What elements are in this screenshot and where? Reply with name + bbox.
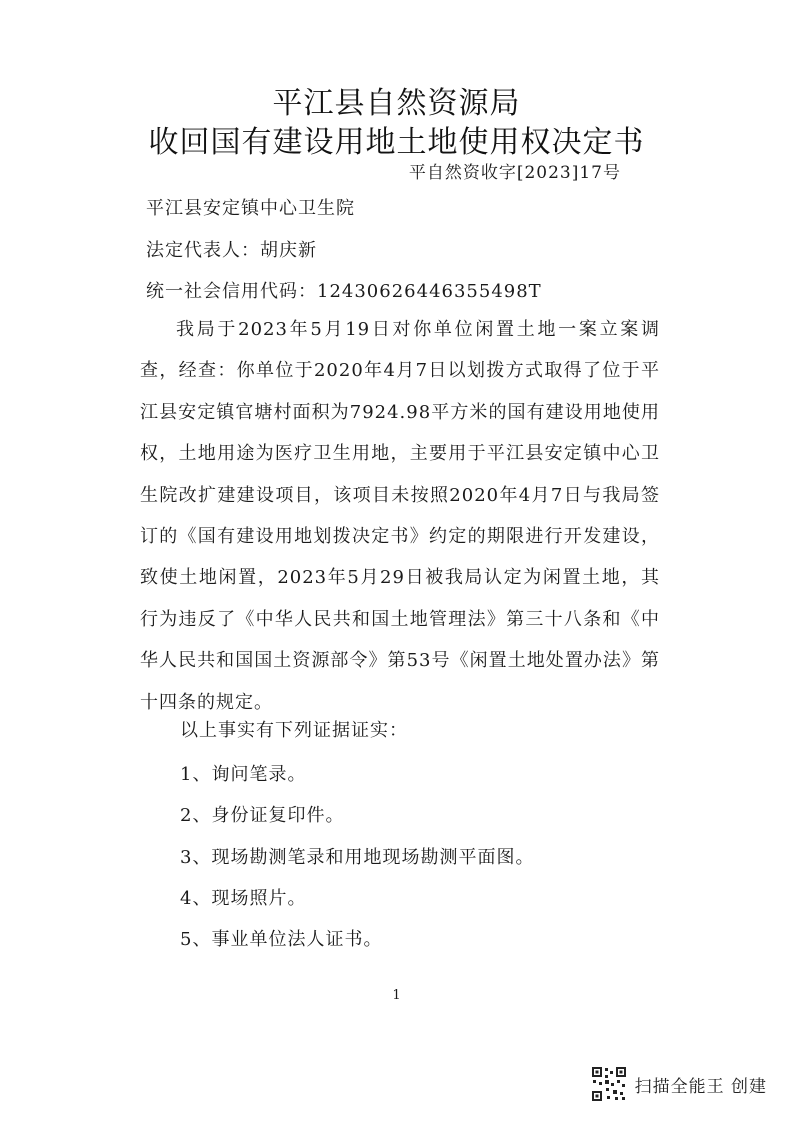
watermark-text: 扫描全能王 创建	[634, 1076, 767, 1097]
recipient-name: 平江县安定镇中心卫生院	[146, 198, 355, 219]
qr-code-icon	[591, 1066, 627, 1102]
issuer-title: 平江县自然资源局	[272, 86, 521, 121]
legal-representative: 法定代表人：胡庆新	[146, 240, 317, 261]
body-text	[140, 309, 660, 723]
document-title: 收回国有建设用地土地使用权决定书	[148, 125, 645, 160]
document-number: 平自然资收字[2023]17号	[408, 163, 621, 183]
scanner-watermark	[591, 1066, 767, 1102]
body-paragraph: 我局于2023年5月19日对你单位闲置土地一案立案调查，经查：你单位于2020年4月7日以划拨方式取得了位于平江县安定镇官塘村面积为7924.98平方米的国有建设用地使用权，土地用途为医疗卫生用地，主要用于平江县安定镇中心卫生院改扩建建设项目，该项目未按照2020年4月7日与我局签订的《国有建设用地划拨决定书》约定的期限进行开发建设，致使土地闲置，2023年5月29日被我局认定为闲置土地，其行为违反了《中华人民共和国土地管理法》第三十八条和《中华人民共和国国土资源部令》第53号《闲置土地处置办法》第十四条的规定。	[140, 319, 660, 713]
evidence-item: 1、询问笔录。	[180, 764, 307, 785]
credit-code: 统一社会信用代码：12430626446355498T	[146, 281, 542, 302]
evidence-item: 5、事业单位法人证书。	[180, 929, 383, 950]
evidence-item: 4、现场照片。	[180, 888, 307, 909]
page-number: 1	[392, 988, 401, 1003]
evidence-item: 3、现场勘测笔录和用地现场勘测平面图。	[180, 847, 535, 868]
evidence-item: 2、身份证复印件。	[180, 805, 345, 826]
evidence-intro: 以上事实有下列证据证实：	[180, 720, 408, 741]
